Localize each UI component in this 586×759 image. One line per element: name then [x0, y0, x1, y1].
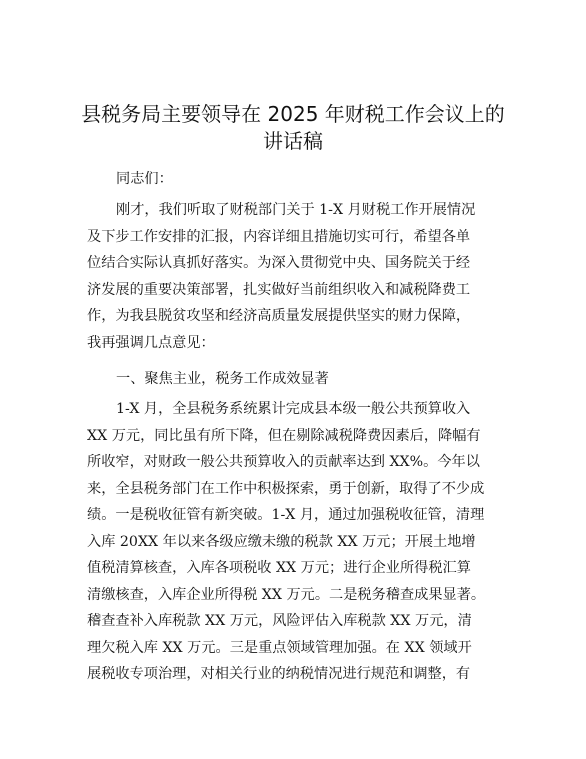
paragraph-line: 入库 20XX 年以来各级应缴未缴的税款 XX 万元；开展土地增	[87, 533, 476, 550]
paragraph-achievements	[87, 396, 499, 688]
paragraph-line: 1-X 月，全县税务系统累计完成县本级一般公共预算收入	[116, 401, 471, 417]
paragraph-line: XX 万元，同比虽有所下降，但在剔除减税降费因素后，降幅有	[87, 427, 481, 444]
paragraph-line: 清缴核查，入库企业所得税 XX 万元。二是税务稽查成果显著。	[87, 586, 486, 603]
section-heading	[87, 366, 499, 393]
paragraph-intro	[87, 197, 499, 356]
title-line: 讲话稿	[263, 128, 323, 152]
paragraph-line: 作，为我县脱贫攻坚和经济高质量发展提供坚实的财力保障，	[87, 308, 471, 324]
paragraph-line: 稽查查补入库税款 XX 万元，风险评估入库税款 XX 万元，清	[87, 613, 472, 629]
paragraph-line: 济发展的重要决策部署，扎实做好当前组织收入和减税降费工	[87, 281, 471, 298]
greeting-text: 同志们：	[116, 171, 173, 187]
paragraph-line: 位结合实际认真抓好落实。为深入贯彻党中央、国务院关于经	[87, 255, 471, 271]
title-line: 县税务局主要领导在 2025 年财税工作会议上的	[81, 102, 505, 126]
paragraph-line: 值税清算核查，入库各项税收 XX 万元；进行企业所得税汇算	[87, 560, 471, 576]
document-title	[60, 99, 526, 152]
paragraph-line: 绩。一是税收征管有新突破。1-X 月，通过加强税收征管，清理	[87, 507, 485, 523]
section-heading-text: 一、聚焦主业，税务工作成效显著	[116, 371, 329, 387]
paragraph-line: 及下步工作安排的汇报，内容详细且措施切实可行，希望各单	[87, 228, 471, 245]
greeting	[87, 166, 499, 193]
paragraph-line: 来，全县税务部门在工作中积极探索，勇于创新，取得了不少成	[87, 480, 485, 497]
paragraph-line: 所收窄，对财政一般公共预算收入的贡献率达到 XX%。今年以	[87, 454, 480, 470]
paragraph-line: 理欠税入库 XX 万元。三是重点领域管理加强。在 XX 领域开	[87, 639, 472, 656]
paragraph-line: 展税收专项治理，对相关行业的纳税情况进行规范和调整，有	[87, 666, 471, 682]
paragraph-line: 刚才，我们听取了财税部门关于 1-X 月财税工作开展情况	[116, 202, 476, 218]
paragraph-line: 我再强调几点意见：	[87, 334, 215, 351]
